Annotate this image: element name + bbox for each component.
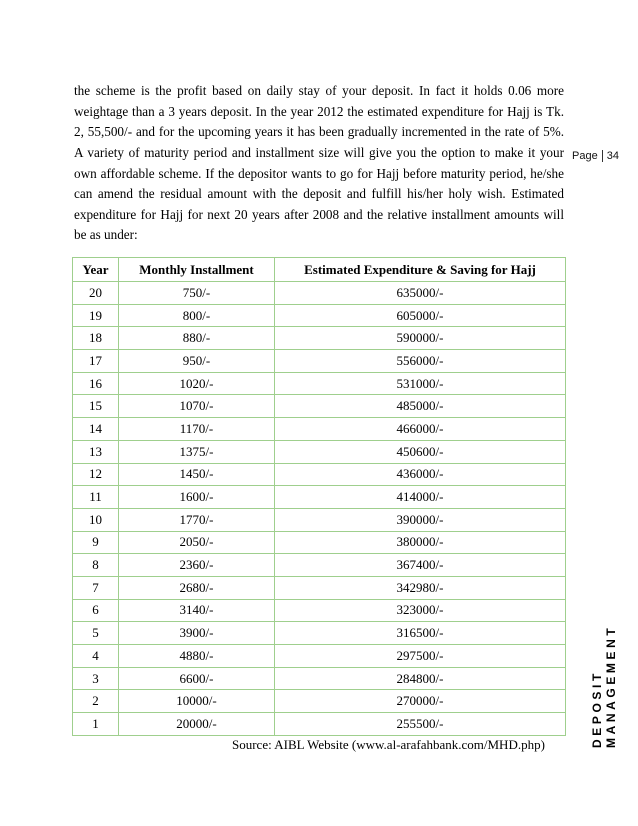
cell-monthly-installment: 880/- xyxy=(119,327,275,350)
cell-monthly-installment: 1170/- xyxy=(119,418,275,441)
cell-estimated-expenditure: 590000/- xyxy=(275,327,566,350)
cell-estimated-expenditure: 342980/- xyxy=(275,576,566,599)
cell-estimated-expenditure: 270000/- xyxy=(275,690,566,713)
cell-monthly-installment: 4880/- xyxy=(119,645,275,668)
table-row xyxy=(73,690,566,713)
table-row xyxy=(73,599,566,622)
page-number: 34 xyxy=(606,150,619,162)
table-header-row xyxy=(73,258,566,282)
table-row xyxy=(73,304,566,327)
table-row xyxy=(73,667,566,690)
cell-monthly-installment: 950/- xyxy=(119,350,275,373)
header-monthly-installment: Monthly Installment xyxy=(119,258,275,282)
page-number-label xyxy=(572,150,619,162)
cell-year: 16 xyxy=(73,372,119,395)
table-row xyxy=(73,395,566,418)
cell-year: 15 xyxy=(73,395,119,418)
cell-monthly-installment: 3900/- xyxy=(119,622,275,645)
cell-year: 13 xyxy=(73,440,119,463)
table-row xyxy=(73,463,566,486)
cell-monthly-installment: 1070/- xyxy=(119,395,275,418)
table-row xyxy=(73,372,566,395)
cell-year: 6 xyxy=(73,599,119,622)
table-row xyxy=(73,282,566,305)
cell-year: 17 xyxy=(73,350,119,373)
body-paragraph: the scheme is the profit based on daily stay of your deposit. In fact it holds 0.06 more weightage than a 3 years deposit. In the year 2012 the estimated expenditure for Hajj is Tk. 2, 55,500/- and for the upcoming years it has been gradually incremented in the rate of 5%. A variety of maturity period and installment size will give you the option to make it your own affordable scheme. If the depositor wants to go for Hajj before maturity period, he/she can amend the residual amount with the deposit and fulfill his/her holy wish. Estimated expenditure for Hajj for next 20 years after 2008 and the relative installment amounts will be as under: xyxy=(74,83,564,243)
cell-estimated-expenditure: 556000/- xyxy=(275,350,566,373)
cell-year: 7 xyxy=(73,576,119,599)
cell-year: 19 xyxy=(73,304,119,327)
cell-monthly-installment: 1450/- xyxy=(119,463,275,486)
cell-year: 3 xyxy=(73,667,119,690)
table-row xyxy=(73,622,566,645)
cell-year: 11 xyxy=(73,486,119,509)
cell-year: 10 xyxy=(73,508,119,531)
table-row xyxy=(73,486,566,509)
cell-estimated-expenditure: 390000/- xyxy=(275,508,566,531)
cell-year: 20 xyxy=(73,282,119,305)
cell-year: 12 xyxy=(73,463,119,486)
hajj-installment-table xyxy=(72,257,566,736)
cell-year: 1 xyxy=(73,713,119,736)
cell-estimated-expenditure: 531000/- xyxy=(275,372,566,395)
table-row xyxy=(73,440,566,463)
cell-estimated-expenditure: 485000/- xyxy=(275,395,566,418)
cell-year: 5 xyxy=(73,622,119,645)
cell-year: 8 xyxy=(73,554,119,577)
header-year: Year xyxy=(73,258,119,282)
cell-monthly-installment: 2050/- xyxy=(119,531,275,554)
table-row xyxy=(73,645,566,668)
cell-estimated-expenditure: 635000/- xyxy=(275,282,566,305)
cell-estimated-expenditure: 367400/- xyxy=(275,554,566,577)
cell-estimated-expenditure: 316500/- xyxy=(275,622,566,645)
cell-monthly-installment: 20000/- xyxy=(119,713,275,736)
source-note: Source: AIBL Website (www.al-arafahbank.com/MHD.php) xyxy=(232,737,545,752)
cell-estimated-expenditure: 380000/- xyxy=(275,531,566,554)
cell-year: 9 xyxy=(73,531,119,554)
cell-monthly-installment: 1375/- xyxy=(119,440,275,463)
table-row xyxy=(73,418,566,441)
cell-monthly-installment: 800/- xyxy=(119,304,275,327)
cell-monthly-installment: 1020/- xyxy=(119,372,275,395)
cell-estimated-expenditure: 450600/- xyxy=(275,440,566,463)
table-row xyxy=(73,554,566,577)
cell-year: 14 xyxy=(73,418,119,441)
cell-monthly-installment: 10000/- xyxy=(119,690,275,713)
page-label-text: Page xyxy=(572,150,598,162)
cell-estimated-expenditure: 323000/- xyxy=(275,599,566,622)
table-row xyxy=(73,531,566,554)
cell-estimated-expenditure: 605000/- xyxy=(275,304,566,327)
table-row xyxy=(73,350,566,373)
cell-estimated-expenditure: 466000/- xyxy=(275,418,566,441)
cell-estimated-expenditure: 436000/- xyxy=(275,463,566,486)
cell-estimated-expenditure: 414000/- xyxy=(275,486,566,509)
cell-monthly-installment: 3140/- xyxy=(119,599,275,622)
table-row xyxy=(73,576,566,599)
table-row xyxy=(73,327,566,350)
cell-estimated-expenditure: 284800/- xyxy=(275,667,566,690)
cell-monthly-installment: 2360/- xyxy=(119,554,275,577)
cell-monthly-installment: 6600/- xyxy=(119,667,275,690)
cell-year: 4 xyxy=(73,645,119,668)
cell-estimated-expenditure: 255500/- xyxy=(275,713,566,736)
table-row xyxy=(73,713,566,736)
cell-estimated-expenditure: 297500/- xyxy=(275,645,566,668)
cell-monthly-installment: 750/- xyxy=(119,282,275,305)
cell-monthly-installment: 1770/- xyxy=(119,508,275,531)
table-row xyxy=(73,508,566,531)
cell-year: 2 xyxy=(73,690,119,713)
cell-monthly-installment: 2680/- xyxy=(119,576,275,599)
header-estimated-expenditure: Estimated Expenditure & Saving for Hajj xyxy=(275,258,566,282)
side-section-title: DEPOSIT MANAGEMENT xyxy=(590,624,618,748)
cell-year: 18 xyxy=(73,327,119,350)
cell-monthly-installment: 1600/- xyxy=(119,486,275,509)
